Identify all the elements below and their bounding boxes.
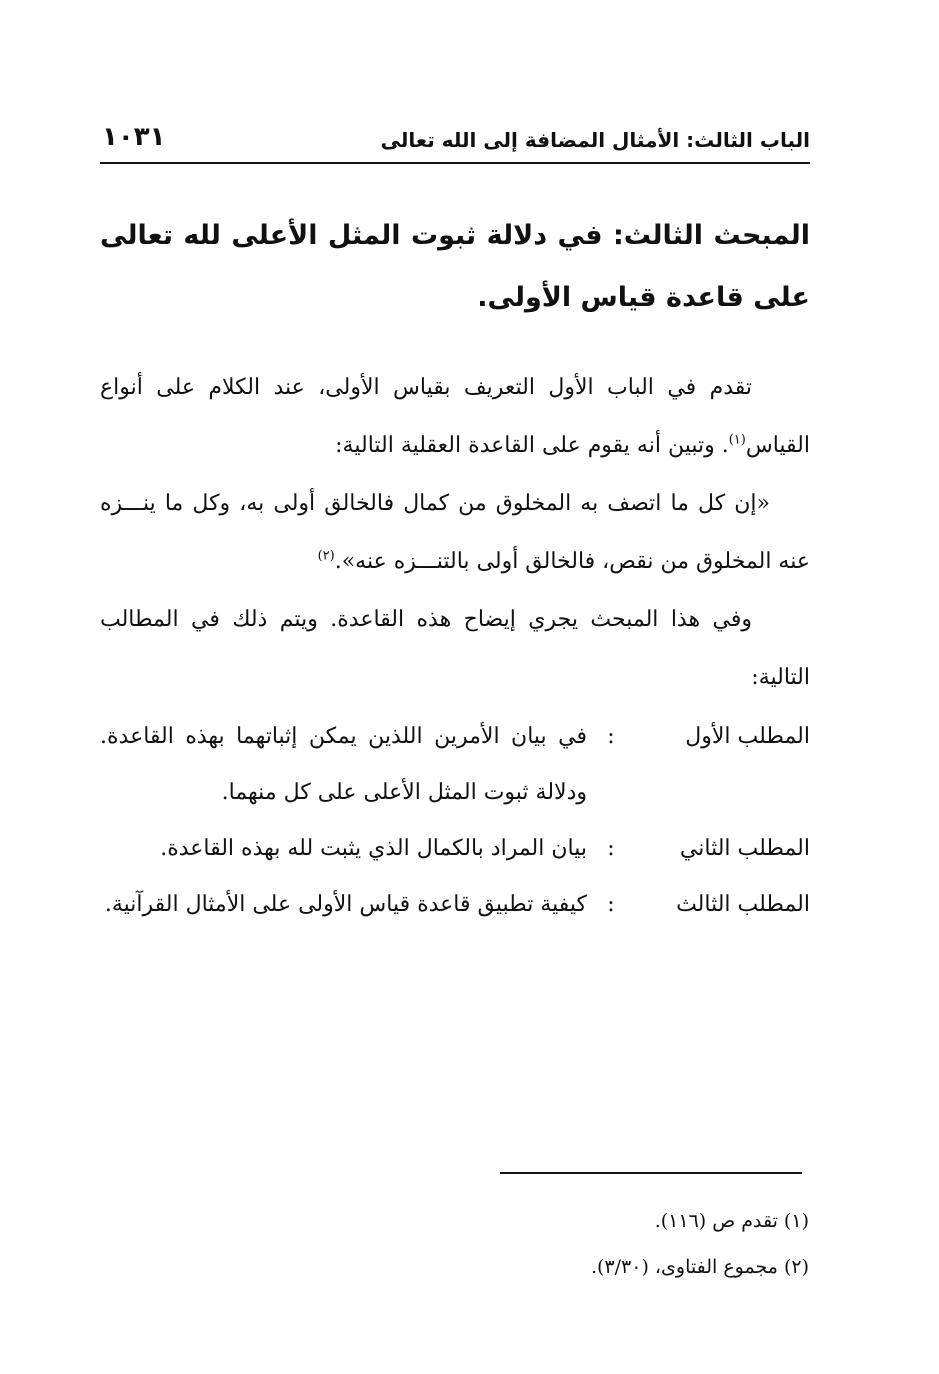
outline-item-label: المطلب الثالث (676, 892, 810, 917)
outline-item-colon: : (607, 892, 615, 917)
section-heading: المبحث الثالث: في دلالة ثبوت المثل الأعلى لله تعالى على قاعدة قياس الأولى. (100, 220, 810, 313)
outline-item-text: بيان المراد بالكمال الذي يثبت لله بهذه القاعدة. (160, 836, 587, 861)
intro-text-1: تقدم في الباب الأول التعريف بقياس الأولى، عند الكلام على أنواع القياس (100, 375, 810, 458)
outline-intro-paragraph: وفي هذا المبحث يجري إيضاح هذه القاعدة. ويتم ذلك في المطالب التالية: (100, 607, 810, 690)
intro-text-2: . وتبين أنه يقوم على القاعدة العقلية التالية: (335, 433, 729, 458)
intro-paragraph (100, 359, 810, 475)
footnote-marker-2: (٢) (317, 548, 335, 564)
header-divider (100, 162, 810, 164)
outline-item-text: كيفية تطبيق قاعدة قياس الأولى على الأمثال القرآنية. (104, 892, 587, 917)
footnote: (١) تقدم ص (١١٦). (654, 1210, 809, 1232)
outline-item-colon: : (607, 836, 615, 861)
page-body (100, 205, 810, 933)
outline-item-label: المطلب الأول (685, 724, 810, 749)
page-number: ١٠٣١ (102, 122, 166, 152)
running-header-title: الباب الثالث: الأمثال المضافة إلى الله تعالى (380, 128, 810, 152)
quotation-text: «إن كل ما اتصف به المخلوق من كمال فالخالق أولى به، وكل ما ينـــزه عنه المخلوق من نقص، فالخالق أولى بالتنـــزه عنه». (100, 491, 810, 574)
footnote: (٢) مجموع الفتاوى، (٣/٣٠). (590, 1256, 809, 1278)
footnote-divider (500, 1172, 802, 1174)
outline-item (100, 821, 810, 877)
running-header (100, 122, 810, 162)
footnotes (209, 1198, 809, 1290)
outline-item-colon: : (607, 724, 615, 749)
footnote-marker-1: (١) (728, 432, 746, 448)
outline-item (100, 709, 810, 821)
outline-item-label: المطلب الثاني (679, 836, 810, 861)
outline-item (100, 877, 810, 933)
rule-quotation (100, 475, 810, 591)
outline-item-text: في بيان الأمرين اللذين يمكن إثباتهما بهذه القاعدة. ودلالة ثبوت المثل الأعلى على كل منهما. (100, 724, 587, 805)
subsection-outline (100, 709, 810, 933)
